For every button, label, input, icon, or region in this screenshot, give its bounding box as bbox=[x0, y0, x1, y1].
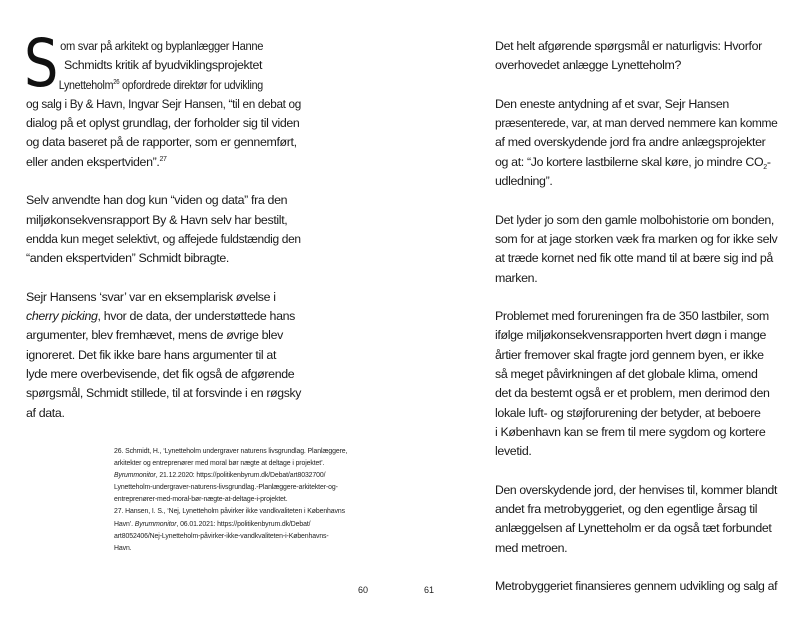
text-line: og data baseret på de rapporter, som er gennemført, bbox=[26, 135, 297, 150]
page-number-left: 60 bbox=[358, 585, 369, 595]
footnote-url[interactable]: entreprenører-med-moral-bør-nægte-at-deltage-i-projektet. bbox=[114, 496, 288, 504]
footnote-url[interactable]: , 06.01.2021: https://politikenbyrum.dk/Debat/ bbox=[176, 520, 311, 528]
footnote-line bbox=[114, 470, 374, 482]
text-line: Det lyder jo som den gamle molbohistorie om bonden, bbox=[495, 212, 774, 227]
footnote-url[interactable]: art8052406/Nej-Lynetteholm-påvirker-ikke-vandkvaliteten-i-Københavns- bbox=[114, 532, 329, 540]
italic-term: cherry picking bbox=[26, 309, 98, 324]
paragraph-1 bbox=[24, 25, 301, 172]
text-line: præsenterede, var, at man derved nemmere kan komme bbox=[495, 116, 778, 131]
text-line: marken. bbox=[495, 270, 538, 285]
text-fragment: opfordrede direktør for udvikling bbox=[119, 77, 263, 92]
text-line: med metroen. bbox=[495, 540, 568, 555]
co2-subscript: 2 bbox=[763, 163, 767, 171]
paragraph-4 bbox=[495, 307, 777, 461]
footnote-url[interactable]: Havn. bbox=[114, 544, 132, 552]
footnote-line: 27. Hansen, I. S., ‘Nej, Lynetteholm påvirker ikke vandkvaliteten i Københavns bbox=[114, 508, 345, 516]
text-line: at træde kornet ned fik otte mand til at bære sig ind på bbox=[495, 251, 773, 266]
text-line: Schmidts kritik af byudviklingsprojektet bbox=[64, 58, 263, 73]
text-line: anlæggelsen af Lynetteholm er da også tæt forbundet bbox=[495, 521, 772, 536]
text-fragment: Havn’. bbox=[114, 520, 135, 528]
paragraph-2 bbox=[495, 95, 777, 191]
text-line: “anden ekspertviden” Schmidt bibragte. bbox=[26, 251, 229, 266]
text-line bbox=[26, 76, 263, 95]
text-line: af data. bbox=[26, 405, 65, 420]
text-line: udledning”. bbox=[495, 174, 553, 189]
text-line bbox=[26, 307, 301, 326]
text-line: som for at jage storken væk fra marken og for ikke selv bbox=[495, 231, 778, 246]
footnote-ref-27[interactable]: 27 bbox=[159, 155, 167, 163]
text-line: Det helt afgørende spørgsmål er naturligvis: Hvorfor bbox=[495, 39, 762, 53]
paragraph-5 bbox=[495, 481, 777, 558]
hyphen: - bbox=[766, 154, 771, 169]
text-fragment: eller anden ekspertviden”. bbox=[26, 154, 160, 169]
paragraph-3 bbox=[26, 288, 301, 423]
text-line bbox=[26, 153, 301, 172]
footnote-line: 26. Schmidt, H., ‘Lynetteholm undergraver naturens livsgrundlag. Planlæggere, bbox=[114, 448, 348, 455]
paragraph-3 bbox=[495, 211, 777, 288]
right-page bbox=[397, 0, 794, 624]
text-line: lyde mere overbevisende, det fik også de afgørende bbox=[26, 367, 295, 382]
text-line: lokale luft- og støjforurening der betyder, at beboere bbox=[495, 405, 761, 420]
text-line: så meget påvirkningen af det globale klima, omend bbox=[495, 367, 758, 382]
text-line: Den eneste antydning af et svar, Sejr Hansen bbox=[495, 96, 729, 111]
paragraph-1 bbox=[495, 37, 777, 76]
text-fragment: , hvor de data, der understøttede hans bbox=[97, 309, 296, 324]
publication-title: Byrummonitor bbox=[134, 520, 177, 528]
text-line: ifølge miljøkonsekvensrapporten hvert døgn i mange bbox=[495, 328, 767, 343]
text-line: Selv anvendte han dog kun “viden og data” fra den bbox=[26, 193, 288, 208]
footnote-ref-26[interactable]: 26 bbox=[113, 78, 120, 86]
paragraph-2 bbox=[26, 191, 301, 268]
text-line: af med overskydende jord fra andre anlægsprojekter bbox=[495, 135, 766, 150]
text-line: overhovedet anlægge Lynetteholm? bbox=[495, 58, 682, 73]
footnote-url[interactable]: Lynetteholm-undergraver-naturens-livsgrundlag.-Planlæggere-arkitekter-og- bbox=[114, 484, 338, 492]
text-line bbox=[495, 153, 777, 172]
text-line: Metrobyggeriet finansieres gennem udvikling og salg af bbox=[495, 579, 778, 594]
publication-title: Byrummonitor bbox=[114, 472, 156, 480]
text-fragment: og at: “Jo kortere lastbilerne skal køre, jo mindre CO bbox=[495, 154, 764, 169]
text-fragment: Lynetteholm bbox=[58, 77, 114, 92]
footnote-line: arkitekter og entreprenører med moral bør nægte at deltage i projektet’. bbox=[114, 460, 325, 468]
text-line: om svar på arkitekt og byplanlægger Hanne bbox=[60, 39, 264, 53]
text-line: det da bestemt også er et problem, men derimod den bbox=[495, 386, 770, 401]
text-line: spørgsmål, Schmidt stillede, til at forsvinde i en røgsky bbox=[26, 386, 302, 401]
text-line: Problemet med forureningen fra de 350 lastbiler, som bbox=[495, 309, 769, 324]
right-text-column bbox=[495, 37, 777, 616]
text-line: dialog på et oplyst grundlag, der forholder sig til viden bbox=[26, 116, 300, 131]
footnote-line bbox=[114, 519, 374, 531]
text-line: ignoreret. Det fik ikke bare hans argumenter til at bbox=[26, 347, 277, 362]
text-line: Den overskydende jord, der henvises til, kommer blandt bbox=[495, 482, 778, 497]
left-text-column bbox=[24, 25, 302, 442]
text-line: årtier fremover skal fragte jord gennem byen, er ikke bbox=[495, 347, 764, 362]
footnote-27 bbox=[114, 506, 374, 554]
text-line: levetid. bbox=[495, 444, 532, 459]
footnote-url[interactable]: , 21.12.2020: https://politikenbyrum.dk/Debat/art8032700/ bbox=[155, 472, 326, 480]
footnote-26 bbox=[114, 446, 374, 506]
text-line: Sejr Hansens ‘svar’ var en eksemplarisk øvelse i bbox=[26, 289, 276, 304]
text-line: i København kan se frem til mere sygdom og kortere bbox=[495, 424, 766, 439]
paragraph-6 bbox=[495, 577, 777, 596]
text-line: og salg i By & Havn, Ingvar Sejr Hansen, “til en debat og bbox=[26, 96, 301, 111]
text-line: argumenter, blev fremhævet, mens de øvrige blev bbox=[26, 328, 283, 343]
footnotes bbox=[114, 446, 374, 555]
drop-cap: S bbox=[24, 25, 59, 102]
page-number-right: 61 bbox=[424, 585, 435, 595]
text-line: endda kun meget selektivt, og affejede fuldstændig den bbox=[26, 231, 301, 246]
text-line: andet fra metrobyggeriet, og den egentlige årsag til bbox=[495, 502, 758, 517]
text-line: miljøkonsekvensrapport By & Havn selv har bestilt, bbox=[26, 212, 288, 227]
